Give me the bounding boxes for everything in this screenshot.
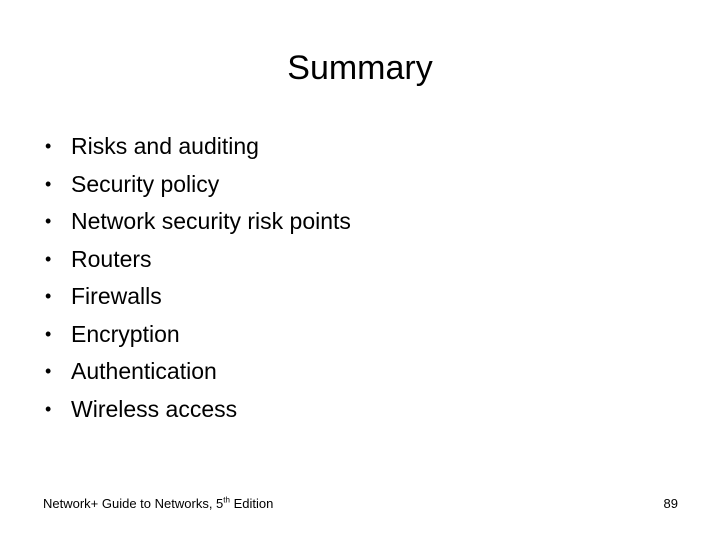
list-item [45,278,351,316]
list-item [45,166,351,204]
bullet-text: Encryption [71,320,180,347]
bullet-icon: • [45,286,52,306]
bullet-text: Network security risk points [71,208,351,234]
list-item [45,391,351,429]
bullet-text: Routers [71,245,152,272]
bullet-icon: • [45,323,52,344]
list-item [45,203,351,241]
bullet-icon: • [45,211,52,231]
list-item [45,353,351,391]
list-item [45,128,351,166]
bullet-icon: • [45,173,52,194]
bullet-icon: • [45,398,52,419]
bullet-text: Authentication [71,358,217,384]
bullet-icon: • [45,248,52,269]
bullet-text: Firewalls [71,283,162,309]
footer-book-suffix: Edition [229,496,274,511]
footer-book-superscript: th [223,495,230,505]
bullet-text: Wireless access [71,395,238,422]
page-number: 89 [663,496,678,511]
list-item [45,241,351,279]
bullet-text: Security policy [71,170,220,197]
list-item [45,316,351,354]
slide-title: Summary [287,49,433,87]
bullet-text: Risks and auditing [71,133,259,159]
bullet-list [45,128,351,428]
footer-book-prefix: Network+ Guide to Networks, 5 [43,496,224,511]
bullet-icon: • [45,361,52,381]
bullet-icon: • [45,136,52,156]
footer-book-title [43,495,273,513]
